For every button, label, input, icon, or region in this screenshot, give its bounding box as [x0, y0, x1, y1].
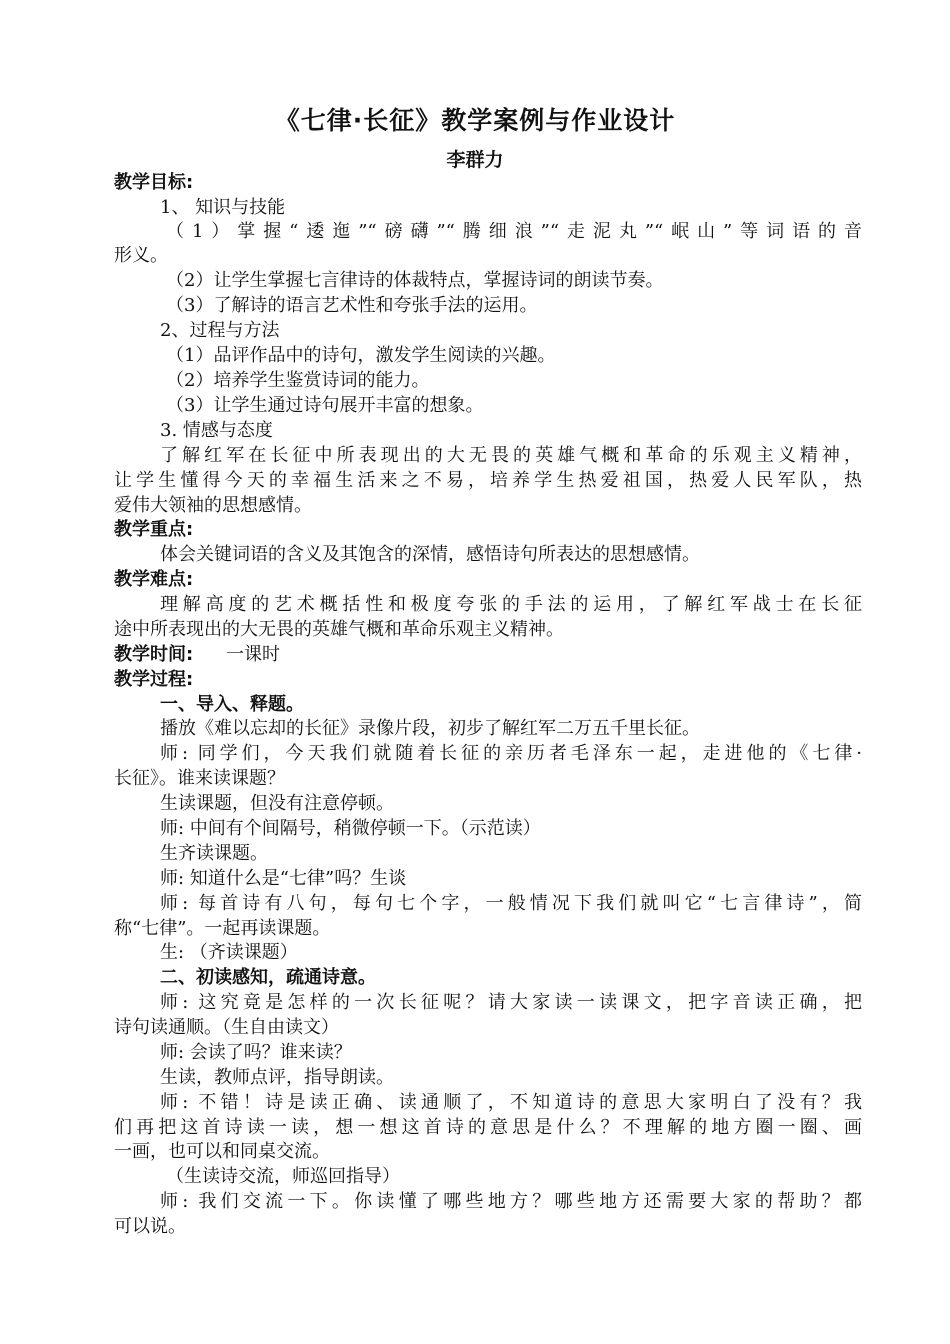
- paragraph-line: 生读，教师点评，指导朗读。: [160, 1067, 394, 1088]
- paragraph-line: 师: 同学们，今天我们就随着长征的亲历者毛泽东一起，走进他的《七律·: [160, 743, 862, 764]
- document-title: 《七律·长征》教学案例与作业设计: [274, 106, 676, 135]
- goal-item-1-1: （1）掌握“逶迤”“磅礴”“腾细浪”“走泥丸”“岷山”等词语的音: [166, 221, 862, 242]
- paragraph-line: 生齐读课题。: [160, 843, 268, 864]
- heading-teaching-process: 教学过程:: [114, 669, 194, 690]
- paragraph-line: 体会关键词语的含义及其饱含的深情，感悟诗句所表达的思想感情。: [160, 544, 700, 565]
- heading-teaching-goals: 教学目标:: [114, 172, 194, 193]
- paragraph-line: 师: 这究竟是怎样的一次长征呢？请大家读一读课文，把字音读正确，把: [160, 992, 862, 1013]
- paragraph-line: 师: 每首诗有八句，每句七个字，一般情况下我们就叫它“七言律诗”，简: [160, 893, 862, 914]
- paragraph-line: 师: 中间有个间隔号，稍微停顿一下。（示范读）: [160, 818, 541, 839]
- paragraph-line: 诗句读通顺。（生自由读文）: [114, 1017, 339, 1038]
- paragraph-line: 师: 知道什么是“七律”吗？生谈: [160, 868, 407, 889]
- paragraph-line: 师: 会读了吗？谁来读？: [160, 1042, 352, 1063]
- paragraph-line: 生: （齐读课题）: [160, 942, 298, 963]
- document-author: 李群力: [446, 149, 504, 171]
- paragraph-line: 师: 我们交流一下。你读懂了哪些地方？哪些地方还需要大家的帮助？都: [160, 1191, 862, 1212]
- paragraph-line: 生读课题，但没有注意停顿。: [160, 793, 394, 814]
- paragraph-line: 称“七律”。一起再读课题。: [114, 918, 331, 939]
- goal-item-1-2: （2）让学生掌握七言律诗的体裁特点，掌握诗词的朗读节奏。: [166, 270, 664, 291]
- subheading-emotion-attitude: 3. 情感与态度: [160, 420, 273, 441]
- paragraph-line: （生读诗交流，师巡回指导）: [166, 1166, 400, 1187]
- goal-item-2-3: （3）让学生通过诗句展开丰富的想象。: [166, 395, 484, 416]
- goal-item-1-1-cont: 形义。: [114, 245, 168, 266]
- goal-item-1-3: （3）了解诗的语言艺术性和夸张手法的运用。: [166, 295, 538, 316]
- paragraph-line: 们再把这首诗读一读，想一想这首诗的意思是什么？不理解的地方圈一圈、画: [114, 1117, 862, 1138]
- section-heading-2: 二、初读感知，疏通诗意。: [160, 967, 376, 988]
- paragraph-line: 了解红军在长征中所表现出的大无畏的英雄气概和革命的乐观主义精神，: [160, 445, 862, 466]
- subheading-knowledge-skills: 1、 知识与技能: [160, 197, 286, 218]
- goal-item-2-1: （1）品评作品中的诗句，激发学生阅读的兴趣。: [166, 345, 556, 366]
- heading-key-points: 教学重点:: [114, 519, 194, 540]
- paragraph-line: 可以说。: [114, 1216, 186, 1237]
- heading-difficulties: 教学难点:: [114, 569, 194, 590]
- paragraph-line: 途中所表现出的大无畏的英雄气概和革命乐观主义精神。: [114, 619, 564, 640]
- goal-item-2-2: （2）培养学生鉴赏诗词的能力。: [166, 370, 430, 391]
- paragraph-line: 播放《难以忘却的长征》录像片段，初步了解红军二万五千里长征。: [160, 718, 700, 739]
- paragraph-line: 一画，也可以和同桌交流。: [114, 1141, 330, 1162]
- paragraph-line: 长征》。谁来读课题？: [114, 768, 285, 789]
- section-heading-1: 一、导入、释题。: [160, 694, 304, 715]
- subheading-process-method: 2、过程与方法: [160, 320, 280, 341]
- teaching-time-value: 一课时: [226, 644, 280, 665]
- paragraph-line: 师: 不错！诗是读正确、读通顺了，不知道诗的意思大家明白了没有？我: [160, 1092, 862, 1113]
- paragraph-line: 让学生懂得今天的幸福生活来之不易，培养学生热爱祖国，热爱人民军队，热: [114, 470, 862, 491]
- paragraph-line: 理解高度的艺术概括性和极度夸张的手法的运用，了解红军战士在长征: [160, 594, 862, 615]
- paragraph-line: 爱伟大领袖的思想感情。: [114, 495, 312, 516]
- heading-teaching-time: 教学时间:: [114, 644, 194, 665]
